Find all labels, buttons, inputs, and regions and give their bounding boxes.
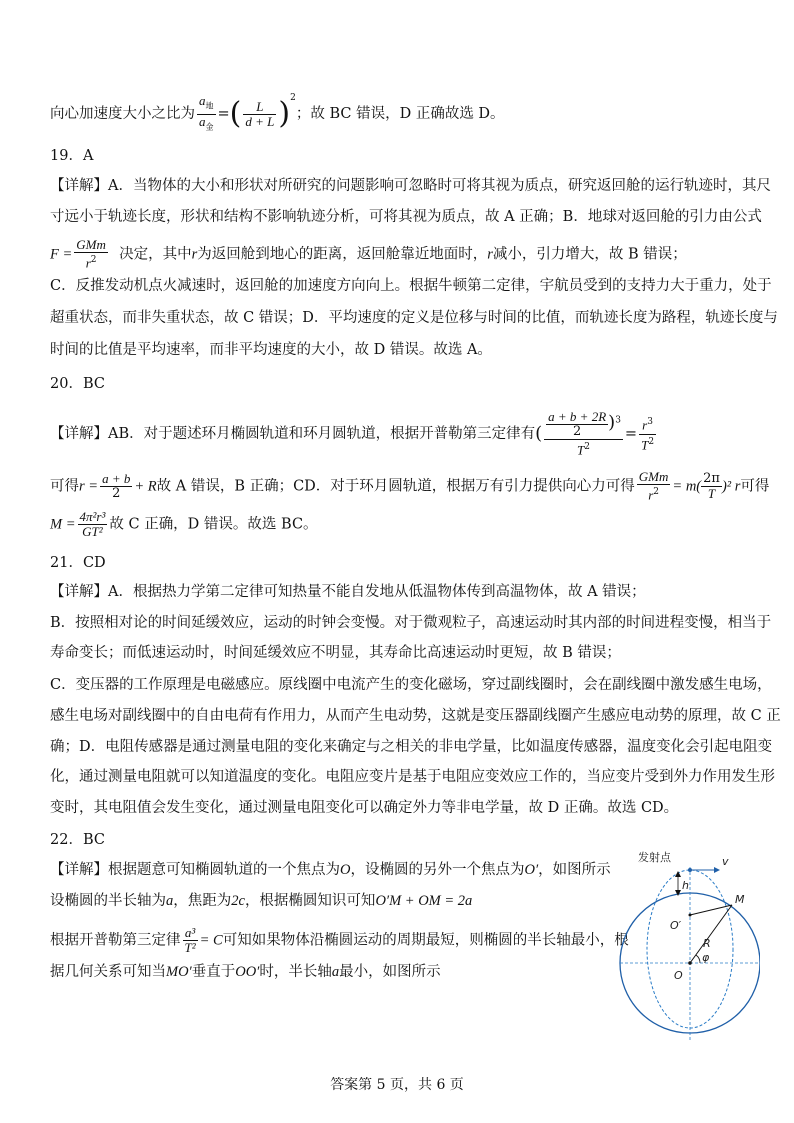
question-number-21: 21．CD	[50, 555, 106, 571]
label-M: M	[735, 893, 745, 906]
q21-line-3: 寿命变长；而低速运动时，时间延缓效应不明显，其寿命比高速运动时更短，故 B 错误；	[50, 645, 621, 661]
h-arrow-bottom	[675, 890, 681, 896]
ratio-fraction: $\frac{a_地}{a_金}$	[199, 92, 214, 132]
question-number-20: 20．BC	[50, 376, 105, 392]
q21-line-7: 化，通过测量电阻就可以知道温度的变化。电阻应变片是基于电阻应变效应工作的，当应变片受到外力作用发生形	[50, 769, 775, 785]
kepler-lhs: $\frac{a + b + 2R}{2}$ )$^3$ $T^2$	[544, 410, 623, 458]
q19-line-4: C．反推发动机点火减速时，返回舱的加速度方向向上。根据牛顿第二定律，宇航员受到的支持力大于重力，处于	[50, 278, 772, 294]
q21-line-8: 变时，其电阻值会发生变化，通过测量电阻变化可以确定外力等非电学量，故 D 正确。故选 CD。	[50, 800, 679, 816]
label-phi: φ	[702, 951, 710, 964]
label-Op: O′	[670, 919, 682, 932]
q20-line-1: 【详解】AB．对于题述环月椭圆轨道和环月圆轨道，根据开普勒第三定律有( $\frac{a + b + 2R}{2}$ )$^3$ $T^2$ = $\frac{r^3}{T^2}$	[50, 409, 655, 458]
focus-o	[688, 961, 692, 965]
q21-line-6: 确；D．电阻传感器是通过测量电阻的变化来确定与之相关的非电学量，比如温度传感器，温度变化会引起电阻变	[50, 739, 773, 755]
label-R: R	[703, 937, 711, 950]
ld-fraction: $\frac{L}{d + L}$	[245, 98, 275, 129]
question-number-19: 19．A	[50, 148, 94, 164]
phi-arc	[696, 955, 700, 963]
label-h: h	[682, 879, 689, 892]
page-footer: 答案第 5 页，共 6 页	[330, 1077, 464, 1093]
q22-line-2: 设椭圆的半长轴为a，焦距为2c，根据椭圆知识可知O′M + OM = 2a	[50, 893, 473, 909]
question-number-22: 22．BC	[50, 832, 105, 848]
orbit-figure	[600, 845, 760, 1045]
q21-line-4: C．变压器的工作原理是电磁感应。原线圈中电流产生的变化磁场，穿过副线圈时，会在副线圈中激发感生电场，	[50, 677, 772, 693]
q19-line-1: 【详解】A．当物体的大小和形状对所研究的问题影响可忽略时可将其视为质点，研究返回舱的运行轨迹时，其尺	[50, 178, 771, 194]
q22-line-3: 根据开普勒第三定律 $\frac{\text{a³}}{\text{T²}}$ = C可知如果物体沿椭圆运动的周期最短，则椭圆的半长轴最小，根	[50, 925, 629, 955]
prev-answer-line: 向心加速度大小之比为 $\frac{a_地}{a_金}$ =( $\frac{L}{d + L}$ )$^2$；故 BC 错误，D 正确故选 D。	[50, 88, 505, 134]
q22-line-4: 据几何关系可知当MO′垂直于OO′时，半长轴a最小，如图所示	[50, 964, 441, 980]
q20-line-2: 可得r = $\frac{a + b}{2}$ + R故 A 错误，B 正确；CD．对于环月圆轨道，根据万有引力提供向心力可得 $\frac{\text{GMm}}{r^2}$ = m( $\frac{2\pi}{T}$ )² r可得	[50, 469, 770, 503]
q19-line-5: 超重状态，而非失重状态，故 C 错误；D．平均速度的定义是位移与时间的比值，而轨迹长度为路程，轨迹长度与	[50, 310, 778, 326]
velocity-arrowhead	[714, 867, 720, 873]
q21-line-5: 感生电场对副线圈中的自由电荷有作用力，从而产生电动势，这就是变压器副线圈产生感应电动势的原理，故 C 正	[50, 708, 781, 724]
label-launch: 发射点	[638, 851, 671, 864]
h-arrow-top	[675, 871, 681, 877]
q22-line-1: 【详解】根据题意可知椭圆轨道的一个焦点为O，设椭圆的另外一个焦点为O′，如图所示	[50, 862, 611, 878]
q19-line-6: 时间的比值是平均速率，而非平均速度的大小，故 D 错误。故选 A。	[50, 342, 492, 358]
label-v: v	[722, 855, 729, 868]
label-O: O	[674, 969, 683, 982]
kepler-rhs: $\frac{r^3}{T^2}$	[641, 417, 655, 452]
q19-line-3: F = $\frac{\text{GMm}}{r^2}$ 决定，其中r为返回舱到地心的距离，返回舱靠近地面时，r减小，引力增大，故 B 错误；	[50, 237, 687, 271]
q21-line-2: B．按照相对论的时间延缓效应，运动的时钟会变慢。对于微观粒子，高速运动时其内部的时间进程变慢，相当于	[50, 615, 772, 631]
q19-line-2: 寸远小于轨迹长度，形状和结构不影响轨迹分析，可将其视为质点，故 A 正确；B．地球对返回舱的引力由公式	[50, 209, 762, 225]
focus-op	[689, 914, 692, 917]
q20-line-3: M = $\frac{\text{4π²r³}}{\text{GT²}}$ 故 C 正确，D 错误。故选 BC。	[50, 509, 318, 539]
gravity-formula: $\frac{\text{GMm}}{r^2}$	[76, 237, 106, 271]
q21-line-1: 【详解】A．根据热力学第二定律可知热量不能自发地从低温物体传到高温物体，故 A 错误；	[50, 584, 646, 600]
